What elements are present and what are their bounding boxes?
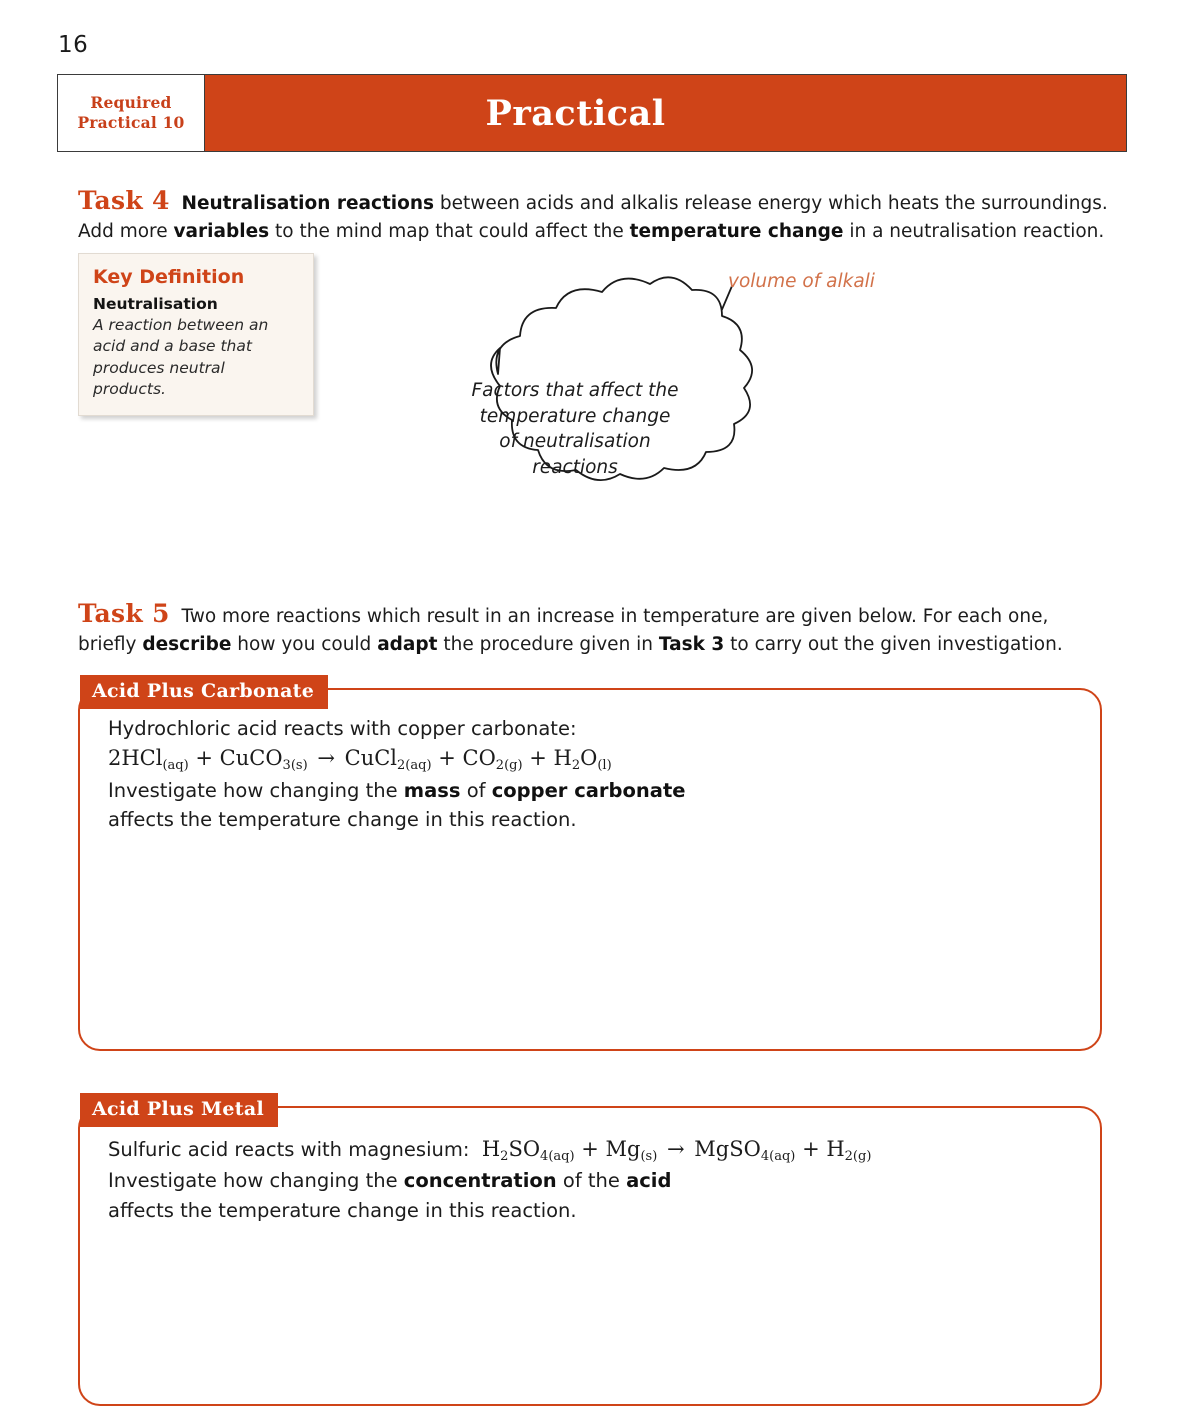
- box-tab-acid-plus-carbonate: Acid Plus Carbonate: [80, 675, 328, 709]
- metal-instruction-d: acid: [626, 1169, 672, 1193]
- required-practical-line2: Practical 10: [77, 113, 185, 132]
- task5-label: Task 5: [78, 599, 170, 628]
- task5-line1: Two more reactions which result in an increase in temperature are given below. For each one,: [181, 606, 1049, 627]
- carbonate-instruction-a: Investigate how changing the: [108, 778, 404, 802]
- box-content-acid-plus-metal: [108, 1134, 1088, 1225]
- metal-equation: $H_2SO_{4(aq)} + Mg_{(s)}$ → MgSO$_{4(aq)}$ + $H_{2(g)}$: [481, 1137, 872, 1164]
- task5-line2-g: to carry out the given investigation.: [724, 633, 1063, 655]
- metal-intro: Sulfuric acid reacts with magnesium:: [108, 1138, 470, 1161]
- carbonate-equation-line: [108, 714, 1088, 776]
- task5-paragraph: [78, 596, 1118, 658]
- metal-instruction-line2: affects the temperature change in this reaction.: [108, 1198, 577, 1222]
- carbonate-instruction-b: mass: [403, 778, 461, 802]
- carbonate-instruction-line1: [108, 776, 1088, 805]
- metal-equation-line: [108, 1134, 1088, 1166]
- task5-line2-d: adapt: [377, 633, 438, 655]
- box-tab-acid-plus-metal: Acid Plus Metal: [80, 1093, 278, 1127]
- task4-line2-b: variables: [173, 220, 270, 242]
- carbonate-instruction-line2: affects the temperature change in this reaction.: [108, 807, 577, 831]
- carbonate-instruction-d: copper carbonate: [491, 778, 686, 802]
- metal-instruction-b: concentration: [403, 1169, 557, 1193]
- cloud-text-line1: Factors that affect the: [471, 380, 679, 401]
- page-number: 16: [58, 32, 89, 58]
- box-content-acid-plus-carbonate: [108, 714, 1088, 834]
- task4-line2-c: to the mind map that could affect the: [269, 220, 630, 242]
- carbonate-instruction-c: of: [460, 778, 492, 802]
- page-header-band: [57, 74, 1127, 152]
- task4-label: Task 4: [78, 186, 170, 215]
- mind-map-cloud-text: [460, 378, 690, 480]
- key-definition-box: [78, 253, 314, 416]
- required-practical-badge: [57, 74, 205, 152]
- task4-line2-a: Add more: [78, 220, 174, 242]
- task5-line2-c: how you could: [231, 633, 378, 655]
- task4-line2-e: in a neutralisation reaction.: [843, 220, 1105, 242]
- required-practical-line1: Required: [90, 93, 172, 113]
- mind-map-branch-label: volume of alkali: [728, 271, 875, 292]
- metal-instruction-a: Investigate how changing the: [108, 1169, 404, 1193]
- key-definition-body: A reaction between an acid and a base that produces neutral products.: [93, 316, 269, 399]
- cloud-text-line3: of neutralisation: [499, 431, 651, 453]
- cloud-text-line4: reactions: [532, 456, 618, 478]
- task4-line1-bold: Neutralisation reactions: [181, 193, 435, 214]
- key-definition-term: Neutralisation: [93, 295, 218, 313]
- banner-title: Practical: [485, 92, 666, 134]
- carbonate-intro: Hydrochloric acid reacts with copper carbonate:: [108, 717, 577, 740]
- key-definition-title: Key Definition: [93, 266, 245, 288]
- metal-instruction-line1: [108, 1166, 1088, 1195]
- carbonate-equation: 2HCl$_{(aq)}$ + CuCO$_{3(s)}$ → CuCl$_{2(aq)}$ + $CO_{2(g)} + H_2O_{(l)}$: [108, 746, 612, 774]
- task4-line1-rest: between acids and alkalis release energy which heats the surroundings.: [434, 193, 1108, 214]
- metal-instruction-c: of the: [556, 1169, 627, 1193]
- task5-line2-a: briefly: [78, 633, 143, 655]
- task5-line2-f: Task 3: [658, 633, 725, 655]
- task5-line2-e: the procedure given in: [437, 633, 659, 655]
- task5-line2-b: describe: [142, 633, 232, 655]
- task4-paragraph: [78, 183, 1118, 245]
- task4-line2-d: temperature change: [629, 220, 844, 242]
- practical-banner: [205, 74, 1127, 152]
- cloud-text-line2: temperature change: [479, 405, 671, 427]
